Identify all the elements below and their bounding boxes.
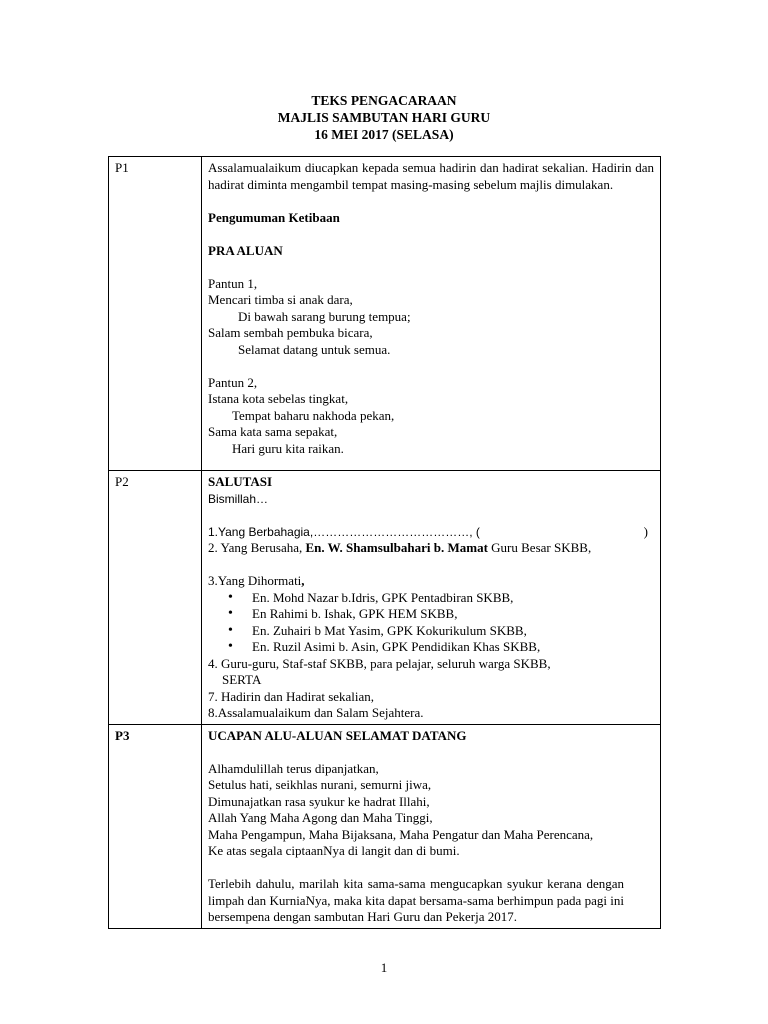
row-code: P1: [109, 157, 202, 471]
row-code: P2: [109, 471, 202, 725]
pantun-line: Selamat datang untuk semua.: [238, 341, 391, 357]
section-heading: SALUTASI: [208, 474, 273, 489]
verse-line: Alhamdulillah terus dipanjatkan,: [208, 760, 379, 776]
verse-line: Ke atas segala ciptaanNya di langit dan di bumi.: [208, 843, 460, 858]
row-content-p1: [202, 157, 661, 471]
serta-text: SERTA: [222, 672, 262, 687]
table-row-p1: [109, 157, 661, 471]
pantun-line: Mencari timba si anak dara,: [208, 292, 353, 307]
row-content-p3: [202, 724, 661, 928]
salutation-item: 8.Assalamualaikum dan Salam Sejahtera.: [208, 705, 424, 720]
salutation-item: 3.Yang Dihormati,: [208, 573, 305, 588]
event-title: MAJLIS SAMBUTAN HARI GURU: [277, 110, 491, 125]
row-content-p2: [202, 471, 661, 725]
verse-line: Setulus hati, seikhlas nurani, semurni jiwa,: [208, 777, 432, 792]
salutation-item: 4. Guru-guru, Staf-staf SKBB, para pelajar, seluruh warga SKBB,: [208, 655, 551, 671]
row-code: P3: [109, 724, 202, 928]
bullet-item: • En. Ruzil Asimi b. Asin, GPK Pendidikan Khas SKBB,: [208, 639, 654, 656]
pantun-line: Di bawah sarang burung tempua;: [238, 308, 411, 324]
verse-line: Dimunajatkan rasa syukur ke hadrat Illahi,: [208, 793, 430, 809]
bullet-item: • En Rahimi b. Ishak, GPK HEM SKBB,: [208, 606, 654, 623]
pantun-line: Sama kata sama sepakat,: [208, 424, 338, 439]
intro-text: Assalamualaikum diucapkan kepada semua hadirin dan hadirat sekalian. Hadirin dan hadirat diminta mengambil tempat masing-masing sebelum majlis dimulakan.: [208, 160, 654, 192]
event-date: 16 MEI 2017 (SELASA): [314, 127, 454, 142]
section-heading: Pengumuman Ketibaan: [208, 209, 340, 225]
verse-line: Allah Yang Maha Agong dan Maha Tinggi,: [208, 810, 433, 825]
section-heading: UCAPAN ALU-ALUAN SELAMAT DATANG: [208, 727, 467, 743]
salutation-item: 7. Hadirin dan Hadirat sekalian,: [208, 688, 375, 704]
pantun-line: Pantun 1,: [208, 275, 258, 291]
paragraph-text: Terlebih dahulu, marilah kita sama-sama mengucapkan syukur kerana dengan limpah dan KurniaNya, maka kita dapat bersama-sama berhimpun pada pagi ini bersempena dengan sambutan Hari Guru dan Pekerja 2017.: [208, 876, 624, 924]
bullet-item: • En. Zuhairi b Mat Yasim, GPK Kokurikulum SKBB,: [208, 623, 654, 640]
pantun-line: Hari guru kita raikan.: [232, 440, 344, 456]
document-header: [0, 92, 768, 143]
bullet-item: • En. Mohd Nazar b.Idris, GPK Pentadbiran SKBB,: [208, 590, 654, 607]
pantun-line: Tempat baharu nakhoda pekan,: [232, 407, 395, 423]
table-row-p3: [109, 724, 661, 928]
salutation-item: 2. Yang Berusaha, En. W. Shamsulbahari b. Mamat Guru Besar SKBB,: [208, 540, 592, 555]
doc-title: TEKS PENGACARAAN: [311, 93, 457, 108]
page-number: 1: [380, 960, 388, 975]
bismillah-text: Bismillah…: [208, 491, 269, 506]
table-row-p2: [109, 471, 661, 725]
pantun-line: Pantun 2,: [208, 374, 258, 390]
script-table: [108, 156, 661, 929]
pantun-line: Istana kota sebelas tingkat,: [208, 391, 349, 406]
salutation-item: 1.Yang Berbahagia,…………………………………, ( ): [208, 523, 648, 539]
verse-line: Maha Pengampun, Maha Bijaksana, Maha Pengatur dan Maha Perencana,: [208, 826, 594, 842]
pantun-line: Salam sembah pembuka bicara,: [208, 325, 373, 340]
section-heading: PRA ALUAN: [208, 242, 283, 258]
